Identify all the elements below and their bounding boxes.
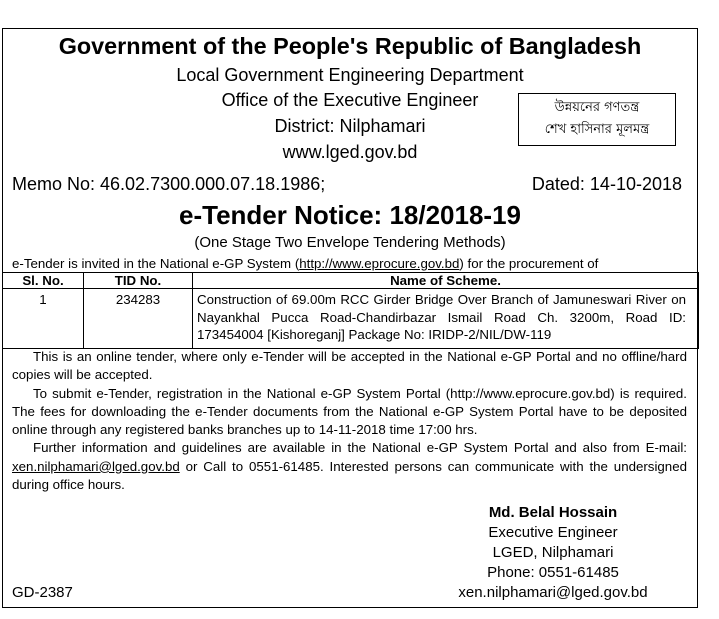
- department-name: Local Government Engineering Department: [176, 65, 524, 85]
- column-header-tid-no: TID No.: [84, 273, 193, 289]
- intro-text: [12, 256, 598, 272]
- column-header-scheme-name: Name of Scheme.: [193, 273, 699, 289]
- signatory-name: Md. Belal Hossain: [488, 504, 618, 521]
- paragraph-registration: To submit e-Tender, registration in the National e-GP System Portal (http://www.eprocure.gov.bd) is required. The fees for downloading the e-Tender documents from the National e-GP System Portal have to be deposited online through any registered banks branches up to 14-11-2018 time 17:00 hrs.: [12, 385, 687, 438]
- notice-body: [12, 348, 687, 494]
- column-header-sl-no: Sl. No.: [3, 273, 84, 289]
- signatory-phone: Phone: 0551-61485: [487, 564, 619, 581]
- paragraph-online-tender: This is an online tender, where only e-Tender will be accepted in the National e-GP Portal and no offline/hard copies will be accepted.: [12, 349, 687, 383]
- paragraph-contact: [12, 439, 687, 494]
- slogan-line-1: উন্নয়নের গণতন্ত্র: [554, 100, 640, 115]
- notice-title: e-Tender Notice: 18/2018-19: [179, 200, 521, 230]
- table-row: [3, 289, 699, 349]
- table-header-row: [3, 273, 699, 289]
- signatory-email: xen.nilphamari@lged.gov.bd: [458, 584, 648, 601]
- memo-date: Dated: 14-10-2018: [531, 174, 682, 194]
- gd-number: GD-2387: [12, 584, 73, 601]
- website-address: www.lged.gov.bd: [282, 142, 418, 162]
- eprocure-link[interactable]: http://www.eprocure.gov.bd: [299, 256, 460, 271]
- memo-number: Memo No: 46.02.7300.000.07.18.1986;: [12, 174, 326, 194]
- cell-sl-no: 1: [3, 289, 84, 349]
- district-name: District: Nilphamari: [274, 116, 426, 136]
- intro-text-after: ) for the procurement of: [459, 256, 599, 271]
- intro-text-before: e-Tender is invited in the National e-GP System (: [12, 256, 300, 271]
- cell-tid-no: 234283: [84, 289, 193, 349]
- tender-method: (One Stage Two Envelope Tendering Methods): [194, 234, 506, 251]
- government-title: Government of the People's Republic of Bangladesh: [58, 33, 642, 59]
- cell-scheme-name: Construction of 69.00m RCC Girder Bridge Over Branch of Jamuneswari River on Nayankhal Pucca Road-Chandirbazar Ismail Road Ch. 3200m, Road ID: 173454004 [Kishoreganj] Package No: IRIDP-2/NIL/DW-119: [193, 289, 699, 349]
- slogan-line-2: শেখ হাসিনার মূলমন্ত্র: [544, 122, 650, 137]
- slogan-box: [518, 93, 676, 146]
- signatory-designation: Executive Engineer: [488, 524, 618, 541]
- office-name: Office of the Executive Engineer: [221, 90, 479, 110]
- scheme-table: [2, 272, 699, 349]
- contact-text-before: Further information and guidelines are available in the National e-GP System Portal and also from E-mail:: [33, 440, 687, 456]
- contact-email-link[interactable]: xen.nilphamari@lged.gov.bd: [12, 458, 180, 474]
- contact-text-after: or Call to 0551-61485. Interested persons can communicate with the undersigned during office hours.: [12, 458, 687, 493]
- signature-block: [453, 503, 653, 603]
- signatory-organization: LGED, Nilphamari: [492, 544, 614, 561]
